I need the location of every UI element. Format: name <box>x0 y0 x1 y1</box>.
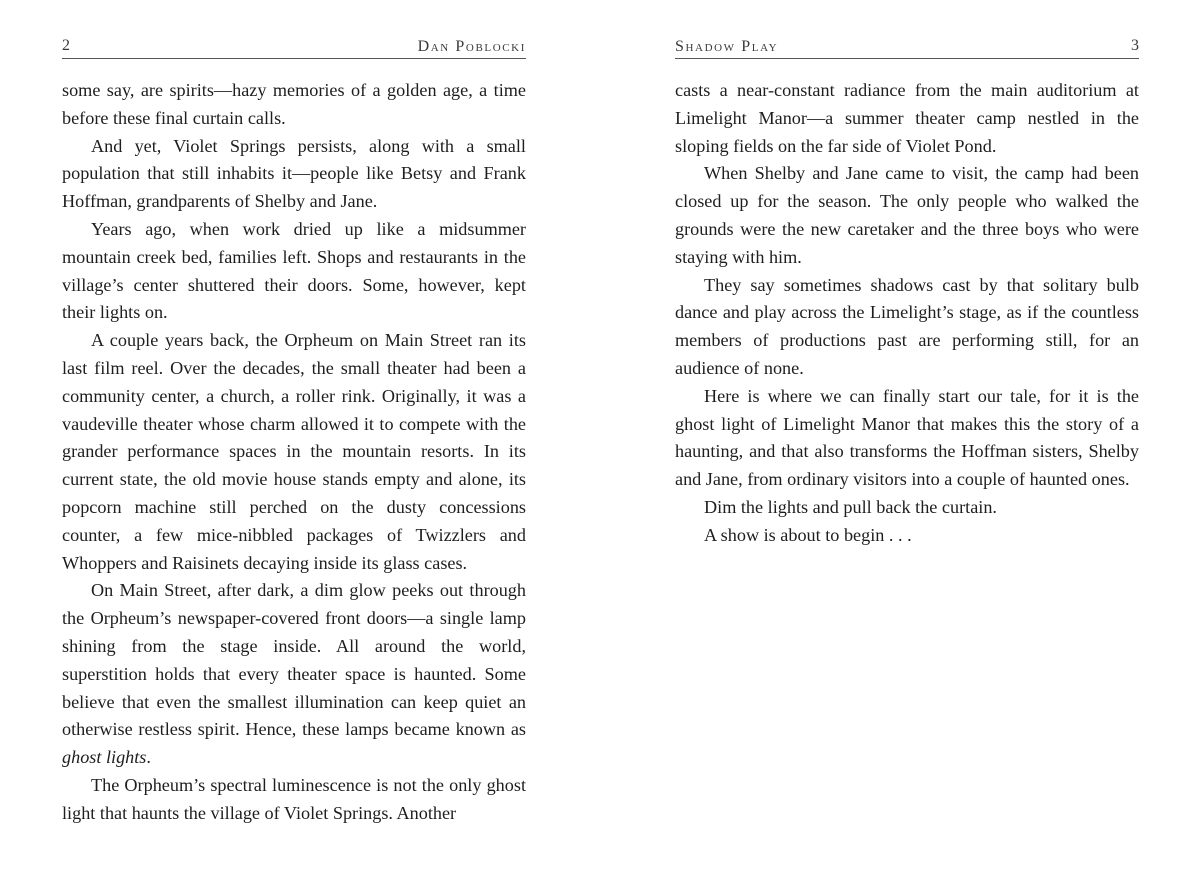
paragraph: And yet, Violet Springs persists, along with a small population that still inhabits it—people like Betsy and Frank Hoffman, grandparents of Shelby and Jane. <box>62 135 526 212</box>
left-page <box>62 0 526 872</box>
paragraph: When Shelby and Jane came to visit, the camp had been closed up for the season. The only people who walked the grounds were the new caretaker and the three boys who were staying with him. <box>675 163 1139 267</box>
paragraph: Here is where we can finally start our tale, for it is the ghost light of Limelight Manor that makes this the story of a haunting, and that also transforms the Hoffman sisters, Shelby and Jane, from ordinary visitors into a couple of haunted ones. <box>675 385 1139 490</box>
paragraph-text: On Main Street, after dark, a dim glow peeks out through the Orpheum’s newspaper-covered front doors—a single lamp shining from the stage inside. All around the world, superstition holds that every theater space is haunted. Some believe that even the smallest illumination can keep quiet an otherwise restless spirit. Hence, these lamps became known as <box>62 580 526 740</box>
left-body-text <box>62 77 526 828</box>
paragraph: The Orpheum’s spectral luminescence is not the only ghost light that haunts the village of Violet Springs. Another <box>62 774 526 823</box>
left-running-head <box>62 36 526 59</box>
paragraph <box>62 577 526 772</box>
paragraph: casts a near-constant radiance from the main auditorium at Limelight Manor—a summer theater camp nestled in the sloping fields on the far side of Violet Pond. <box>675 80 1139 156</box>
left-page-number: 2 <box>62 37 70 54</box>
right-page <box>675 0 1139 872</box>
paragraph: A couple years back, the Orpheum on Main Street ran its last film reel. Over the decades, the small theater had been a community center, a church, a roller rink. Originally, it was a vaudeville theater whose charm allowed it to compete with the grander performance spaces in the mountain resorts. In its current state, the old movie house stands empty and alone, its popcorn machine still perched on the dusty concessions counter, a few mice-nibbled packages of Twizzlers and Whoppers and Raisinets decaying inside its glass cases. <box>62 330 526 573</box>
left-running-title: Dan Poblocki <box>417 38 526 55</box>
paragraph: A show is about to begin . . . <box>704 524 912 545</box>
paragraph: Years ago, when work dried up like a midsummer mountain creek bed, families left. Shops and restaurants in the village’s center shuttered their doors. Some, however, kept their lights on. <box>62 218 526 323</box>
right-body-text <box>675 77 1139 550</box>
right-running-title: Shadow Play <box>675 38 779 55</box>
paragraph: Dim the lights and pull back the curtain. <box>704 496 997 517</box>
paragraph: some say, are spirits—hazy memories of a golden age, a time before these final curtain calls. <box>62 80 526 128</box>
paragraph-end: . <box>146 747 151 768</box>
paragraph: They say sometimes shadows cast by that solitary bulb dance and play across the Limelight’s stage, as if the countless members of productions past are performing still, for an audience of none. <box>675 274 1139 378</box>
right-page-number: 3 <box>1131 37 1139 54</box>
italic-term: ghost lights <box>62 747 147 768</box>
right-running-head <box>675 36 1139 59</box>
